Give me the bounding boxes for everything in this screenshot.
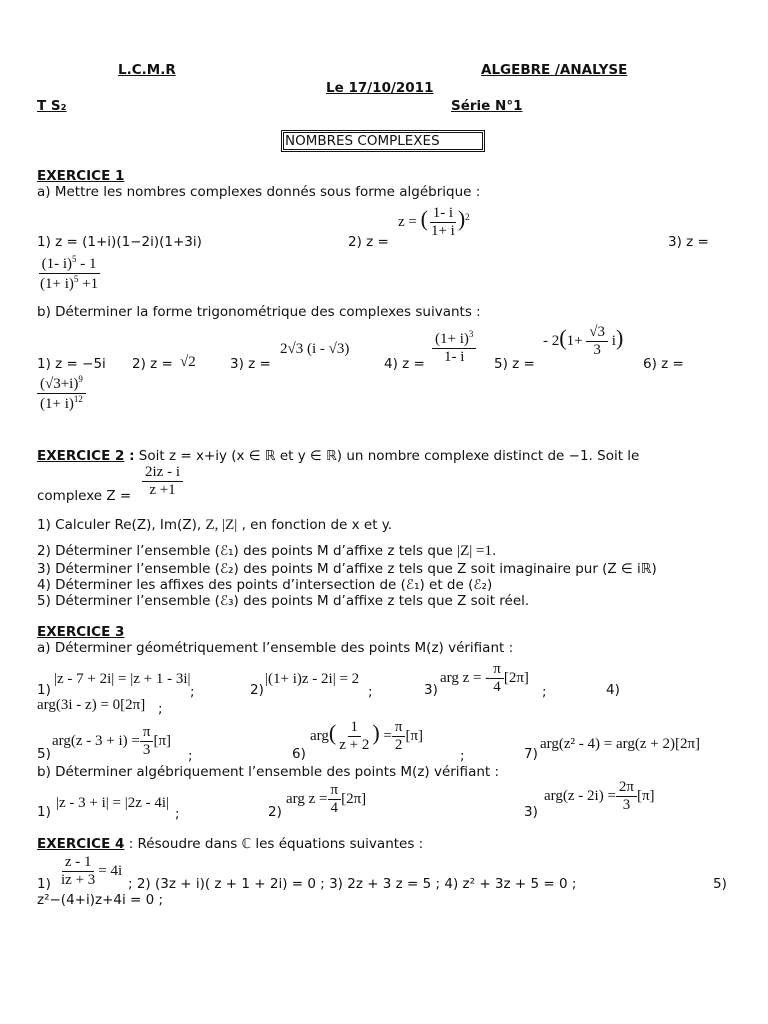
ex3-sep: ; — [175, 806, 180, 822]
ex3-part-b: b) Déterminer algébriquement l’ensemble des points M(z) vérifiant : — [37, 764, 500, 780]
ex2-q1: 1) Calculer Re(Z), Im(Z), Z, |Z| , en fonction de x et y. — [37, 517, 393, 533]
ex1-b5-formula: - 2(1+ $\frac{√3}{3}$ i) — [543, 324, 624, 358]
ex1-a1: 1) z = (1+i)(1−2i)(1+3i) — [37, 234, 202, 250]
date: Le 17/10/2011 — [326, 80, 434, 96]
ex2-q4: 4) Déterminer les affixes des points d’intersection de (ℰ₁) et de (ℰ₂) — [37, 577, 493, 593]
ex3-b1-label: 1) — [37, 804, 51, 820]
ex1-part-a: a) Mettre les nombres complexes donnés sous forme algébrique : — [37, 184, 481, 200]
ex3-b2-label: 2) — [268, 804, 282, 820]
ex3-a1-label: 1) — [37, 682, 51, 698]
ex1-part-b: b) Déterminer la forme trigonométrique des complexes suivants : — [37, 304, 481, 320]
ex1-a3-formula: $\frac{(1- i)^5 - 1}{(1+ i)^5 +1}$ — [40, 254, 99, 292]
ex3-b3-label: 3) — [524, 804, 538, 820]
ex3-a6: arg( $\frac{1}{z + 2}$ ) = $\frac{\pi}{2}$ [π] — [310, 719, 424, 753]
ex3-sep: ; — [188, 748, 193, 764]
ex3-sep: ; — [542, 684, 547, 700]
ex3-a3: arg z = - $\frac{\pi}{4}$ [2π] — [440, 661, 529, 695]
ex3-sep: ; — [460, 748, 465, 764]
ex2-heading: EXERCICE 2 : Soit z = x+iy (x ∈ ℝ et y ∈ ℝ) un nombre complexe distinct de −1. Soit le — [37, 448, 640, 464]
ex3-sep: ; — [190, 684, 195, 700]
ex1-b4-formula: $\frac{(1+ i)^3}{1- i}$ — [432, 330, 476, 365]
ex1-a2-label: 2) z = — [348, 234, 389, 250]
ex4-equations: ; 2) (3z + i)( z + 1 + 2i) = 0 ; 3) 2z + 3 z = 5 ; 4) z² + 3z + 5 = 0 ; — [128, 876, 577, 892]
ex3-a7: arg(z² - 4) = arg(z + 2)[2π] — [540, 736, 701, 752]
ex4-e5: z²−(4+i)z+4i = 0 ; — [37, 892, 164, 908]
ex3-b1: |z - 3 + i| = |2z - 4i| — [56, 795, 170, 811]
ex1-b6-label: 6) z = — [643, 356, 684, 372]
ex1-title: EXERCICE 1 — [37, 168, 125, 184]
series-label: Série N°1 — [451, 98, 523, 114]
ex1-b5-label: 5) z = — [494, 356, 535, 372]
ex2-q2: 2) Déterminer l’ensemble (ℰ₁) des points M d’affixe z tels que |Z| =1. — [37, 543, 497, 559]
ex3-a1: |z - 7 + 2i| = |z + 1 - 3i| — [54, 671, 191, 687]
ex3-sep: ; — [158, 701, 163, 717]
ex3-b3: arg(z - 2i) = $\frac{2\pi}{3}$ [π] — [544, 779, 655, 813]
ex2-q5: 5) Déterminer l’ensemble (ℰ₃) des points M d’affixe z tels que Z soit réel. — [37, 593, 530, 609]
ex2-Z-formula: $\frac{2iz - i}{z +1}$ — [142, 465, 183, 498]
ex1-b4-label: 4) z = — [384, 356, 425, 372]
ex1-b1: 1) z = −5i — [37, 356, 106, 372]
ex3-a2: |(1+ i)z - 2i| = 2 — [265, 671, 360, 687]
ex1-b3-val: 2√3 (i - √3) — [280, 341, 350, 357]
ex3-a2-label: 2) — [250, 682, 264, 698]
ex3-a4: arg(3i - z) = 0[2π] — [37, 697, 146, 713]
class-label: T S₂ — [37, 98, 67, 114]
ex3-b2: arg z = $\frac{\pi}{4}$ [2π] — [286, 782, 367, 816]
ex1-a2-formula: z = ( $\frac{1- i}{1+ i}$ )$^2$ — [398, 205, 470, 239]
ex4-heading: EXERCICE 4 : Résoudre dans ℂ les équations suivantes : — [37, 836, 424, 852]
ex1-a3-label: 3) z = — [668, 234, 709, 250]
ex4-e5-label: 5) — [713, 876, 727, 892]
ex1-b2-label: 2) z = — [132, 356, 173, 372]
ex4-e1-label: 1) — [37, 876, 51, 892]
page-title: NOMBRES COMPLEXES — [285, 133, 440, 149]
ex3-a6-label: 6) — [292, 746, 306, 762]
ex3-a5: arg(z - 3 + i) = $\frac{\pi}{3}$ [π] — [52, 724, 172, 758]
ex3-title: EXERCICE 3 — [37, 624, 125, 640]
ex3-a7-label: 7) — [524, 746, 538, 762]
ex1-b6-formula: $\frac{(√3+i)^9}{(1+ i)^{12}}$ — [37, 375, 86, 412]
ex2-q3: 3) Déterminer l’ensemble (ℰ₂) des points M d’affixe z tels que Z soit imaginaire pur (Z ∈ iℝ) — [37, 561, 657, 577]
ex3-part-a: a) Déterminer géométriquement l’ensemble des points M(z) vérifiant : — [37, 640, 514, 656]
ex2-intro2: complexe Z = — [37, 488, 132, 504]
ex3-a3-label: 3) — [424, 682, 438, 698]
ex1-b3-label: 3) z = — [230, 356, 271, 372]
ex4-e1: $\frac{z - 1}{iz + 3}$ = 4i — [61, 854, 123, 888]
ex3-a4-label: 4) — [606, 682, 620, 698]
subject: ALGEBRE /ANALYSE — [481, 62, 628, 78]
ex1-b2-val: √2 — [180, 354, 196, 370]
ex3-a5-label: 5) — [37, 746, 51, 762]
school-name: L.C.M.R — [118, 62, 176, 78]
ex3-sep: ; — [368, 684, 373, 700]
